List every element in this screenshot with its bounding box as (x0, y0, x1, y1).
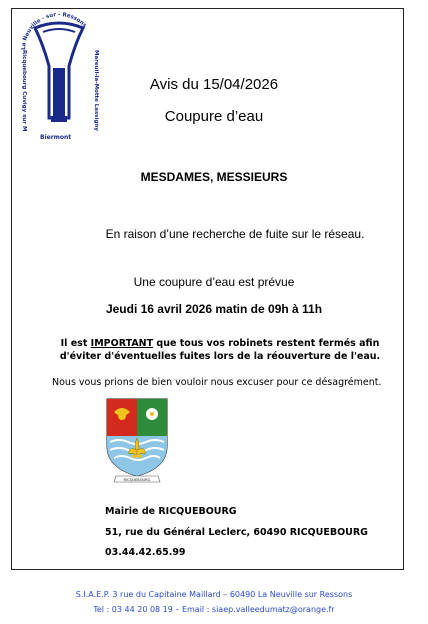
notice-subtitle: Coupure d’eau (164, 108, 264, 125)
footer-contact: Tel : 03 44 20 08 19 – Email : siaep.valleedumatz@orange.fr (93, 605, 335, 614)
notice-title: Avis du 15/04/2026 (149, 76, 279, 93)
water-cut-text: Une coupure d’eau est prévue (133, 275, 295, 289)
important-word: IMPORTANT (90, 338, 154, 349)
apology-text: Nous vous prions de bien vouloir nous excuser pour ce désagrément. (52, 377, 382, 388)
mairie-name: Mairie de RICQUEBOURG (105, 506, 237, 517)
reason-text: En raison d’une recherche de fuite sur le réseau. (105, 227, 365, 241)
coat-of-arms (104, 396, 170, 486)
footer-address: S.I.A.E.P. 3 rue du Capitaine Maillard – 60490 La Neuville sur Ressons (75, 590, 353, 599)
logo-caption: Biermont (40, 134, 72, 141)
greeting: MESDAMES, MESSIEURS (140, 170, 288, 184)
mairie-phone: 03.44.42.65.99 (105, 547, 186, 558)
mairie-address: 51, rue du Général Leclerc, 60490 RICQUEBOURG (105, 527, 368, 538)
logo-arc-top-text: La Neuville - sur - Ressons (20, 11, 88, 51)
coat-banner-text: RICQUEBOURG (123, 478, 151, 482)
important-notice (40, 337, 400, 363)
logo-arc-right-text: Mareuil-la-Motte Lassigny (93, 50, 99, 131)
important-prefix: Il est (60, 338, 91, 349)
logo-arc-left-text: Ricquebourg Cuvigy sur M (21, 50, 27, 132)
important-rest: que tous vos robinets restent fermés afin d'éviter d'éventuelles fuites lors de la réouverture de l'eau. (59, 338, 381, 362)
cut-date: Jeudi 16 avril 2026 matin de 09h à 11h (105, 302, 323, 316)
